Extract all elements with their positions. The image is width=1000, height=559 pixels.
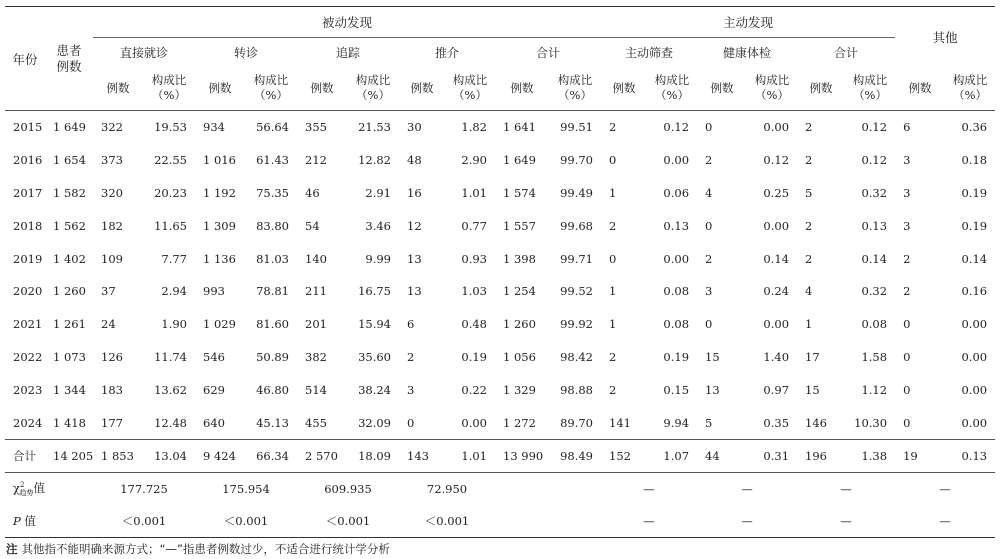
row-0-cell-5: 56.64 [256, 120, 289, 135]
row-1-cell-1: 1 654 [53, 153, 86, 168]
row-1-cell-17: 0.12 [861, 153, 888, 168]
row-5-cell-15: 0.24 [763, 284, 790, 299]
row-1-cell-11: 99.70 [560, 153, 594, 168]
total-cell-2: 1 853 [93, 439, 143, 472]
row-1-cell-3: 22.55 [154, 153, 187, 168]
row-4-cell-19: 0.14 [961, 251, 988, 266]
row-2-cell-6: 46 [305, 185, 320, 200]
table-row [5, 242, 995, 275]
row-5-cell-6: 211 [305, 284, 327, 299]
total-cell-3: 13.04 [143, 439, 195, 472]
row-7-cell-12: 2 [609, 349, 617, 364]
tracking-header: 追踪 [297, 38, 399, 67]
row-7-cell-15: 1.40 [763, 349, 790, 364]
row-1-cell-18: 3 [903, 153, 911, 168]
row-0-cell-11: 99.51 [560, 120, 594, 135]
total-cell-8: 143 [399, 439, 445, 472]
row-0-cell-10: 1 641 [503, 120, 536, 135]
table-row [5, 308, 995, 341]
row-9-cell-19: 0.00 [961, 415, 988, 430]
row-2-cell-17: 0.32 [861, 185, 888, 200]
row-1-cell-8: 48 [407, 153, 422, 168]
p-suffix: 值 [20, 513, 36, 528]
row-9-cell-10: 1 272 [503, 415, 536, 430]
row-2-cell-9: 1.01 [461, 185, 487, 200]
row-9-cell-3: 12.48 [154, 415, 187, 430]
row-7-cell-19: 0.00 [961, 349, 988, 364]
row-8-cell-3: 13.62 [154, 382, 187, 397]
total-cell-13: 1.07 [647, 439, 697, 472]
passive-total-ratio-header: 构成比 （%） [549, 66, 601, 111]
row-6-cell-8: 6 [407, 317, 415, 332]
subheader-row [5, 66, 995, 111]
row-7-cell-4: 546 [203, 349, 225, 364]
table-row [5, 209, 995, 242]
other-cases-header: 例数 [895, 66, 945, 111]
total-cell-7: 18.09 [347, 439, 399, 472]
row-1-cell-5: 61.43 [256, 153, 289, 168]
p-recommend: ＜0.001 [399, 505, 495, 538]
total-cell-1: 14 205 [45, 439, 93, 472]
row-2-cell-11: 99.49 [560, 185, 594, 200]
row-6-cell-4: 1 029 [203, 317, 236, 332]
row-2-cell-14: 4 [705, 185, 713, 200]
row-7-cell-18: 0 [903, 349, 911, 364]
row-5-cell-12: 1 [609, 284, 617, 299]
row-8-cell-0: 2023 [13, 382, 43, 397]
row-2-cell-12: 1 [609, 185, 617, 200]
row-4-cell-18: 2 [903, 251, 911, 266]
checkup-header: 健康体检 [697, 38, 797, 67]
row-2-cell-2: 320 [101, 185, 123, 200]
recommend-header: 推介 [399, 38, 495, 67]
row-3-cell-10: 1 557 [503, 218, 536, 233]
row-9-cell-14: 5 [705, 415, 713, 430]
row-7-cell-13: 0.19 [663, 349, 690, 364]
other-ratio-header: 构成比 （%） [945, 66, 995, 111]
row-2-cell-3: 20.23 [154, 185, 187, 200]
total-cell-12: 152 [601, 439, 647, 472]
row-5-cell-18: 2 [903, 284, 911, 299]
total-cell-19: 0.13 [945, 439, 995, 472]
row-1-cell-0: 2016 [13, 153, 43, 168]
row-6-cell-2: 24 [101, 317, 116, 332]
total-cell-17: 1.38 [845, 439, 895, 472]
row-3-cell-1: 1 562 [53, 218, 86, 233]
tracking-cases-header: 例数 [297, 66, 347, 111]
p-other: — [895, 505, 995, 538]
row-8-cell-2: 183 [101, 382, 123, 397]
active-total-cases-header: 例数 [797, 66, 845, 111]
row-5-cell-3: 2.94 [161, 284, 187, 299]
row-2-cell-16: 5 [805, 185, 813, 200]
row-1-cell-4: 1 016 [203, 153, 236, 168]
row-0-cell-0: 2015 [13, 120, 43, 135]
row-4-cell-15: 0.14 [763, 251, 790, 266]
row-7-cell-11: 98.42 [560, 349, 594, 364]
row-9-cell-2: 177 [101, 415, 123, 430]
row-9-cell-9: 0.00 [461, 415, 487, 430]
row-1-cell-10: 1 649 [503, 153, 536, 168]
row-8-cell-11: 98.88 [560, 382, 594, 397]
row-7-cell-6: 382 [305, 349, 327, 364]
row-0-cell-6: 355 [305, 120, 327, 135]
row-3-cell-16: 2 [805, 218, 813, 233]
row-0-cell-7: 21.53 [358, 120, 391, 135]
row-4-cell-13: 0.00 [663, 251, 690, 266]
table-row [5, 341, 995, 374]
row-3-cell-2: 182 [101, 218, 123, 233]
row-5-cell-9: 1.03 [461, 284, 487, 299]
recommend-cases-header: 例数 [399, 66, 445, 111]
row-8-cell-16: 15 [805, 382, 820, 397]
chi-recommend: 72.950 [426, 481, 468, 496]
row-9-cell-17: 10.30 [854, 415, 888, 430]
row-3-cell-0: 2018 [13, 218, 43, 233]
row-9-cell-15: 0.35 [763, 415, 790, 430]
row-3-cell-13: 0.13 [663, 218, 690, 233]
row-3-cell-17: 0.13 [861, 218, 888, 233]
patients-header [45, 7, 93, 111]
note-label: 注 [6, 542, 18, 556]
row-6-cell-14: 0 [705, 317, 713, 332]
row-4-cell-5: 81.03 [256, 251, 289, 266]
row-0-cell-4: 934 [203, 120, 225, 135]
total-row [5, 439, 995, 472]
row-7-cell-9: 0.19 [461, 349, 487, 364]
direct-ratio-header: 构成比 （%） [143, 66, 195, 111]
row-0-cell-16: 2 [805, 120, 813, 135]
row-6-cell-6: 201 [305, 317, 327, 332]
total-cell-6: 2 570 [297, 439, 347, 472]
row-4-cell-0: 2019 [13, 251, 43, 266]
row-0-cell-2: 322 [101, 120, 123, 135]
note-text: 其他指不能明确来源方式；“—”指患者例数过少，不适合进行统计学分析 [21, 542, 390, 556]
row-0-cell-18: 6 [903, 120, 911, 135]
row-4-cell-2: 109 [101, 251, 123, 266]
row-0-cell-13: 0.12 [663, 120, 690, 135]
table-row [5, 275, 995, 308]
patients-header-text: 患者 例数 [56, 42, 82, 74]
row-3-cell-3: 11.65 [154, 218, 187, 233]
row-2-cell-1: 1 582 [53, 185, 86, 200]
row-8-cell-18: 0 [903, 382, 911, 397]
row-6-cell-7: 15.94 [358, 317, 391, 332]
row-4-cell-3: 7.77 [161, 251, 187, 266]
row-2-cell-4: 1 192 [203, 185, 236, 200]
row-4-cell-4: 1 136 [203, 251, 236, 266]
row-4-cell-6: 140 [305, 251, 327, 266]
row-4-cell-9: 0.93 [461, 251, 487, 266]
row-7-cell-17: 1.58 [861, 349, 888, 364]
row-2-cell-10: 1 574 [503, 185, 536, 200]
row-3-cell-11: 99.68 [560, 218, 594, 233]
screening-ratio-header: 构成比 （%） [647, 66, 697, 111]
row-6-cell-10: 1 260 [503, 317, 536, 332]
row-1-cell-12: 0 [609, 153, 617, 168]
row-5-cell-8: 13 [407, 284, 422, 299]
total-cell-0: 合计 [5, 439, 45, 472]
chi-row [5, 472, 995, 505]
row-8-cell-1: 1 344 [53, 382, 86, 397]
row-1-cell-14: 2 [705, 153, 713, 168]
total-cell-4: 9 424 [195, 439, 245, 472]
passive-total-header: 合计 [495, 38, 601, 67]
row-0-cell-9: 1.82 [461, 120, 487, 135]
row-2-cell-0: 2017 [13, 185, 43, 200]
passive-total-cases-header: 例数 [495, 66, 549, 111]
active-group-header: 主动发现 [601, 7, 895, 38]
row-4-cell-8: 13 [407, 251, 422, 266]
p-label [5, 505, 93, 538]
row-9-cell-1: 1 418 [53, 415, 86, 430]
row-6-cell-16: 1 [805, 317, 813, 332]
total-cell-15: 0.31 [747, 439, 797, 472]
row-5-cell-16: 4 [805, 284, 813, 299]
row-9-cell-0: 2024 [13, 415, 43, 430]
p-referral: ＜0.001 [195, 505, 297, 538]
row-6-cell-18: 0 [903, 317, 911, 332]
total-cell-16: 196 [797, 439, 845, 472]
row-6-cell-9: 0.48 [461, 317, 487, 332]
active-total-ratio-header: 构成比 （%） [845, 66, 895, 111]
total-cell-14: 44 [697, 439, 747, 472]
row-7-cell-0: 2022 [13, 349, 43, 364]
row-5-cell-19: 0.16 [961, 284, 988, 299]
row-3-cell-8: 12 [407, 218, 422, 233]
row-1-cell-16: 2 [805, 153, 813, 168]
row-6-cell-13: 0.08 [663, 317, 690, 332]
row-8-cell-9: 0.22 [461, 382, 487, 397]
row-5-cell-1: 1 260 [53, 284, 86, 299]
row-4-cell-1: 1 402 [53, 251, 86, 266]
table-row [5, 111, 995, 144]
row-2-cell-18: 3 [903, 185, 911, 200]
row-6-cell-5: 81.60 [256, 317, 289, 332]
chi-referral: 175.954 [222, 481, 270, 496]
data-table [5, 6, 995, 538]
row-0-cell-8: 30 [407, 120, 422, 135]
row-9-cell-7: 32.09 [358, 415, 391, 430]
row-3-cell-19: 0.19 [961, 218, 988, 233]
row-1-cell-15: 0.12 [763, 153, 790, 168]
chi-sup: 2 [19, 480, 25, 489]
total-cell-11: 98.49 [549, 439, 601, 472]
chi-suffix: 值 [33, 480, 45, 495]
row-5-cell-5: 78.81 [256, 284, 289, 299]
row-2-cell-7: 2.91 [365, 185, 391, 200]
p-direct: ＜0.001 [93, 505, 195, 538]
screening-header: 主动筛查 [601, 38, 697, 67]
rows-body [5, 111, 995, 440]
row-5-cell-7: 16.75 [358, 284, 391, 299]
row-4-cell-11: 99.71 [560, 251, 594, 266]
total-cell-5: 66.34 [245, 439, 297, 472]
row-3-cell-5: 83.80 [256, 218, 289, 233]
row-1-cell-9: 2.90 [461, 153, 487, 168]
row-1-cell-19: 0.18 [961, 153, 988, 168]
row-7-cell-3: 11.74 [154, 349, 187, 364]
p-checkup: — [697, 505, 797, 538]
row-8-cell-7: 38.24 [358, 382, 391, 397]
row-9-cell-4: 640 [203, 415, 225, 430]
row-8-cell-5: 46.80 [256, 382, 289, 397]
row-9-cell-18: 0 [903, 415, 911, 430]
row-1-cell-13: 0.00 [663, 153, 690, 168]
row-6-cell-0: 2021 [13, 317, 43, 332]
p-screening: — [601, 505, 697, 538]
row-5-cell-13: 0.08 [663, 284, 690, 299]
row-0-cell-14: 0 [705, 120, 713, 135]
row-5-cell-0: 2020 [13, 284, 43, 299]
row-4-cell-7: 9.99 [365, 251, 391, 266]
recommend-ratio-header: 构成比 （%） [445, 66, 495, 111]
row-1-cell-2: 373 [101, 153, 123, 168]
row-6-cell-17: 0.08 [861, 317, 888, 332]
row-8-cell-4: 629 [203, 382, 225, 397]
row-3-cell-4: 1 309 [203, 218, 236, 233]
other-group-header: 其他 [895, 7, 995, 67]
row-6-cell-1: 1 261 [53, 317, 86, 332]
screening-cases-header: 例数 [601, 66, 647, 111]
row-5-cell-4: 993 [203, 284, 225, 299]
chi-symbol: χ [13, 480, 20, 495]
referral-header: 转诊 [195, 38, 297, 67]
chi-direct: 177.725 [120, 481, 168, 496]
chi-other: — [939, 481, 951, 496]
checkup-cases-header: 例数 [697, 66, 747, 111]
p-active-total: — [797, 505, 895, 538]
row-3-cell-12: 2 [609, 218, 617, 233]
row-8-cell-12: 2 [609, 382, 617, 397]
row-9-cell-5: 45.13 [256, 415, 289, 430]
row-5-cell-17: 0.32 [861, 284, 888, 299]
row-2-cell-15: 0.25 [763, 185, 790, 200]
row-3-cell-7: 3.46 [365, 218, 391, 233]
row-7-cell-1: 1 073 [53, 349, 86, 364]
direct-cases-header: 例数 [93, 66, 143, 111]
row-3-cell-9: 0.77 [461, 218, 487, 233]
p-tracking: ＜0.001 [297, 505, 399, 538]
chi-label [5, 472, 93, 505]
passive-group-header: 被动发现 [93, 7, 601, 38]
row-7-cell-7: 35.60 [358, 349, 391, 364]
row-5-cell-10: 1 254 [503, 284, 536, 299]
row-7-cell-10: 1 056 [503, 349, 536, 364]
row-5-cell-2: 37 [101, 284, 116, 299]
row-5-cell-14: 3 [705, 284, 713, 299]
row-9-cell-6: 455 [305, 415, 327, 430]
referral-cases-header: 例数 [195, 66, 245, 111]
row-0-cell-17: 0.12 [861, 120, 888, 135]
row-7-cell-2: 126 [101, 349, 123, 364]
row-3-cell-6: 54 [305, 218, 320, 233]
row-0-cell-15: 0.00 [763, 120, 790, 135]
table-row [5, 177, 995, 210]
row-4-cell-16: 2 [805, 251, 813, 266]
row-8-cell-17: 1.12 [861, 382, 888, 397]
row-3-cell-15: 0.00 [763, 218, 790, 233]
row-9-cell-8: 0 [407, 415, 415, 430]
row-8-cell-15: 0.97 [763, 382, 790, 397]
row-7-cell-8: 2 [407, 349, 415, 364]
row-7-cell-16: 17 [805, 349, 820, 364]
row-7-cell-14: 15 [705, 349, 720, 364]
tracking-ratio-header: 构成比 （%） [347, 66, 399, 111]
total-cell-18: 19 [895, 439, 945, 472]
chi-tracking: 609.935 [324, 481, 372, 496]
row-0-cell-12: 2 [609, 120, 617, 135]
row-3-cell-14: 0 [705, 218, 713, 233]
row-0-cell-3: 19.53 [154, 120, 187, 135]
row-3-cell-18: 3 [903, 218, 911, 233]
row-2-cell-8: 16 [407, 185, 422, 200]
active-total-header: 合计 [797, 38, 895, 67]
row-6-cell-11: 99.92 [560, 317, 594, 332]
total-cell-9: 1.01 [445, 439, 495, 472]
referral-ratio-header: 构成比 （%） [245, 66, 297, 111]
table-note [6, 541, 390, 557]
row-4-cell-10: 1 398 [503, 251, 536, 266]
row-9-cell-12: 141 [609, 415, 631, 430]
table-row [5, 144, 995, 177]
row-7-cell-5: 50.89 [256, 349, 289, 364]
chi-sub: 趋势 [19, 489, 34, 498]
row-4-cell-14: 2 [705, 251, 713, 266]
row-8-cell-6: 514 [305, 382, 327, 397]
year-header: 年份 [5, 7, 45, 111]
row-2-cell-13: 0.06 [663, 185, 690, 200]
row-2-cell-19: 0.19 [961, 185, 988, 200]
row-1-cell-7: 12.82 [358, 153, 391, 168]
row-8-cell-13: 0.15 [663, 382, 690, 397]
row-4-cell-12: 0 [609, 251, 617, 266]
row-9-cell-13: 9.94 [663, 415, 690, 430]
row-9-cell-11: 89.70 [560, 415, 594, 430]
row-5-cell-11: 99.52 [560, 284, 594, 299]
row-0-cell-19: 0.36 [961, 120, 988, 135]
row-6-cell-19: 0.00 [961, 317, 988, 332]
table-row [5, 406, 995, 439]
chi-active-total: — [840, 481, 852, 496]
row-8-cell-8: 3 [407, 382, 415, 397]
row-6-cell-15: 0.00 [763, 317, 790, 332]
row-6-cell-12: 1 [609, 317, 617, 332]
total-cell-10: 13 990 [495, 439, 549, 472]
chi-screening: — [643, 481, 655, 496]
table-row [5, 373, 995, 406]
row-9-cell-16: 146 [805, 415, 827, 430]
row-8-cell-19: 0.00 [961, 382, 988, 397]
row-8-cell-10: 1 329 [503, 382, 536, 397]
row-8-cell-14: 13 [705, 382, 720, 397]
row-6-cell-3: 1.90 [161, 317, 187, 332]
checkup-ratio-header: 构成比 （%） [747, 66, 797, 111]
row-1-cell-6: 212 [305, 153, 327, 168]
p-row [5, 505, 995, 538]
row-0-cell-1: 1 649 [53, 120, 86, 135]
chi-checkup: — [741, 481, 753, 496]
direct-header: 直接就诊 [93, 38, 195, 67]
row-4-cell-17: 0.14 [861, 251, 888, 266]
row-2-cell-5: 75.35 [256, 185, 289, 200]
p-symbol: P [13, 513, 21, 528]
